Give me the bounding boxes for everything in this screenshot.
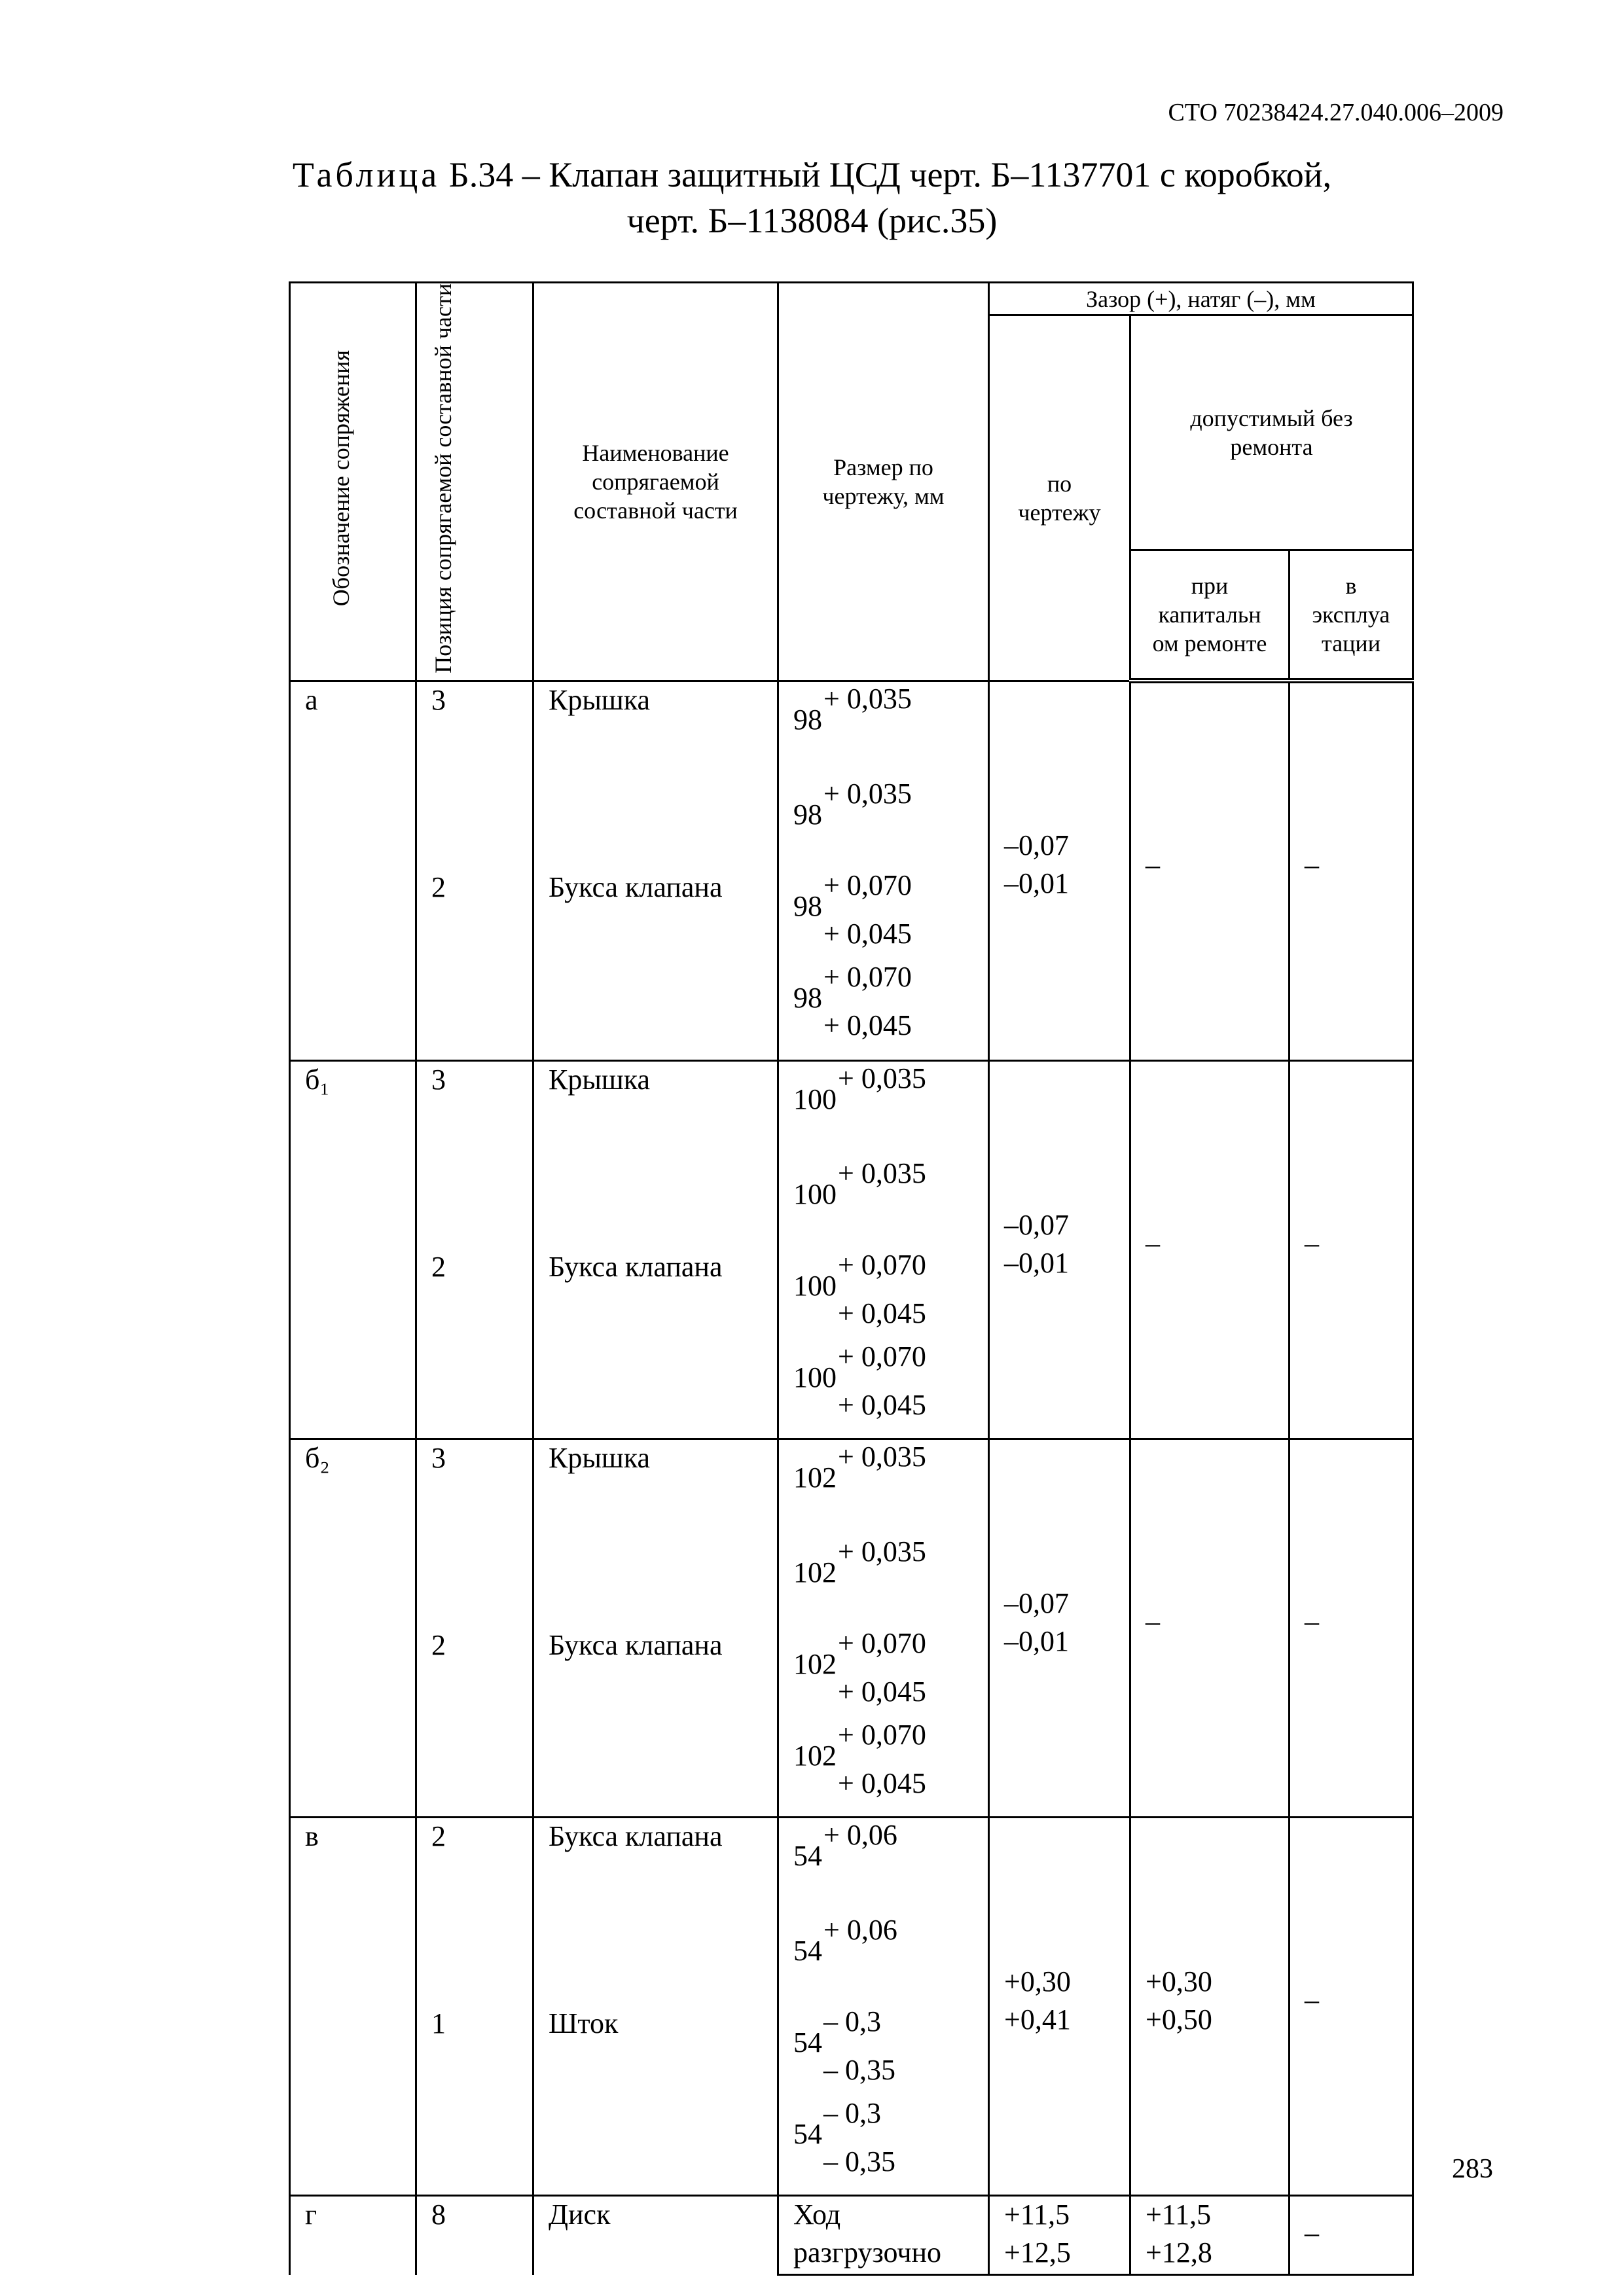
dimension-lower-deviation: + 0,045 [838, 1676, 926, 1708]
position-cell-box [417, 1818, 532, 2195]
position-text: 1 [431, 2007, 446, 2040]
by-drawing-cell-box [990, 1440, 1129, 1816]
designation-text: а [305, 683, 318, 716]
table-body [290, 681, 1413, 2275]
gap-value: – [1305, 2217, 1319, 2250]
size-cell-box [779, 2197, 988, 2274]
designation-cell-box [291, 2197, 415, 2274]
part-name-text: Букса клапана [549, 1629, 723, 1662]
dimension-lower-deviation: + 0,045 [838, 1389, 926, 1422]
title-line-1-text: Б.34 – Клапан защитный ЦСД черт. Б–1137701 с коробкой, [440, 155, 1332, 194]
position-text: 2 [431, 1629, 446, 1662]
capital-repair-cell-box [1131, 1062, 1288, 1438]
gap-value: – [1305, 1984, 1319, 2017]
designation-cell-box [291, 1818, 415, 2195]
in-operation-cell [1290, 1439, 1413, 1818]
position-text: 3 [431, 1064, 446, 1096]
dimension-lower-deviation: + 0,045 [823, 1009, 912, 1041]
dimension-base: 100 [793, 1270, 837, 1302]
part-name-text: Шток [549, 2007, 619, 2040]
header-size: Размер по чертежу, мм [778, 283, 989, 681]
in-operation-cell [1290, 681, 1413, 1061]
size-text: разгрузочно [793, 2236, 942, 2269]
gap-value: – [1305, 1227, 1319, 1260]
dimension-upper-deviation: + 0,035 [838, 1535, 926, 1568]
dimension-base: 100 [793, 1083, 837, 1116]
header-allowed-group: допустимый без ремонта [1130, 315, 1413, 550]
by-drawing-cell [989, 1818, 1130, 2196]
designation-cell [290, 1818, 416, 2196]
position-cell [416, 1818, 533, 2196]
part-name-cell [533, 1061, 778, 1439]
dimension-base: 102 [793, 1740, 837, 1772]
position-cell [416, 1439, 533, 1818]
dimension-lower-deviation: – 0,35 [823, 2054, 895, 2087]
dimension-lower-deviation: + 0,045 [823, 917, 912, 950]
dimension-base: 98 [793, 889, 822, 922]
in-operation-cell-box [1290, 1440, 1412, 1816]
by-drawing-cell-box [990, 2197, 1129, 2274]
part-name-cell-box [534, 682, 777, 1058]
dimension-base: 54 [793, 1935, 822, 1967]
designation-cell [290, 1439, 416, 1818]
capital-repair-cell [1130, 1439, 1290, 1818]
position-text: 3 [431, 683, 446, 716]
gap-value: –0,01 [1004, 1625, 1069, 1658]
size-cell-box [779, 1062, 988, 1438]
size-text: Ход [793, 2198, 841, 2231]
dimension-base: 54 [793, 1840, 822, 1873]
header-position: Позиция сопрягаемой составной части [416, 283, 533, 681]
dimension-upper-deviation: + 0,035 [838, 1062, 926, 1095]
size-cell [778, 1061, 989, 1439]
in-operation-cell [1290, 1818, 1413, 2196]
dimension-base: 102 [793, 1462, 837, 1494]
size-cell-box [779, 682, 988, 1058]
capital-repair-cell [1130, 2196, 1290, 2275]
dimension-lower-deviation: + 0,045 [838, 1767, 926, 1800]
header-in-operation: в эксплуа тации [1290, 550, 1413, 681]
table-row [290, 1818, 1413, 2196]
part-name-cell-box [534, 1062, 777, 1438]
by-drawing-cell-box [990, 1062, 1129, 1438]
part-name-text: Диск [549, 2198, 611, 2231]
in-operation-cell-box [1290, 2197, 1412, 2274]
dimension-base: 102 [793, 1556, 837, 1589]
header-capital-repair: при капитальн ом ремонте [1130, 550, 1290, 681]
position-cell-box [417, 682, 532, 1058]
dimension-base: 100 [793, 1178, 837, 1211]
gap-value: +0,30 [1004, 1965, 1071, 1998]
dimension-lower-deviation: + 0,045 [838, 1297, 926, 1330]
table-row [290, 2196, 1413, 2275]
size-cell [778, 2196, 989, 2275]
header-gap-group: Зазор (+), натяг (–), мм [989, 283, 1413, 315]
gap-value: – [1146, 849, 1160, 882]
in-operation-cell-box [1290, 1062, 1412, 1438]
part-name-text: Крышка [549, 1442, 651, 1475]
capital-repair-cell-box [1131, 2197, 1288, 2274]
capital-repair-cell [1130, 1818, 1290, 2196]
gap-value: +0,50 [1146, 2003, 1212, 2036]
gap-value: – [1146, 1227, 1160, 1260]
dimension-upper-deviation: + 0,06 [823, 1914, 897, 1946]
dimension-upper-deviation: + 0,070 [823, 869, 912, 901]
designation-text: в [305, 1820, 319, 1853]
dimension-upper-deviation: + 0,035 [838, 1441, 926, 1473]
gap-value: +11,5 [1004, 2198, 1070, 2231]
in-operation-cell [1290, 2196, 1413, 2275]
part-name-cell-box [534, 1818, 777, 2195]
dimension-base: 102 [793, 1648, 837, 1681]
header-name: Наименование сопрягаемой составной части [533, 283, 778, 681]
dimension-upper-deviation: + 0,035 [823, 777, 912, 810]
gap-value: +12,8 [1146, 2236, 1212, 2269]
gap-value: –0,01 [1004, 1247, 1069, 1280]
by-drawing-cell [989, 681, 1130, 1061]
by-drawing-cell-box [990, 1818, 1129, 2195]
part-name-cell [533, 681, 778, 1061]
dimension-base: 100 [793, 1361, 837, 1394]
designation-cell-box [291, 1440, 415, 1816]
gap-value: +11,5 [1146, 2198, 1212, 2231]
size-cell-box [779, 1440, 988, 1816]
part-name-text: Букса клапана [549, 870, 723, 903]
position-cell-box [417, 1440, 532, 1816]
gap-value: +0,41 [1004, 2003, 1071, 2036]
document-code: СТО 70238424.27.040.006–2009 [1168, 99, 1504, 126]
fit-table [289, 281, 1414, 2276]
position-cell-box [417, 2197, 532, 2274]
part-name-cell-box [534, 1440, 777, 1816]
header-by-drawing: по чертежу [989, 315, 1130, 681]
title-line-2: черт. Б–1138084 (рис.35) [626, 201, 998, 240]
table-row [290, 1439, 1413, 1818]
capital-repair-cell-box [1131, 683, 1288, 1060]
designation-text: г [305, 2198, 317, 2231]
dimension-lower-deviation: – 0,35 [823, 2145, 895, 2178]
gap-value: –0,07 [1004, 1209, 1069, 1242]
position-text: 3 [431, 1442, 446, 1475]
table-row [290, 1061, 1413, 1439]
capital-repair-cell-box [1131, 1440, 1288, 1816]
title-line-1 [0, 152, 1624, 198]
dimension-base: 54 [793, 2118, 822, 2151]
table-row [290, 681, 1413, 1061]
size-cell-box [779, 1818, 988, 2195]
position-text: 2 [431, 1251, 446, 1283]
designation-text: б₁ [305, 1064, 330, 1096]
position-cell [416, 1061, 533, 1439]
gap-value: –0,07 [1004, 1587, 1069, 1620]
position-cell [416, 681, 533, 1061]
position-text: 2 [431, 1820, 446, 1853]
gap-value: +0,30 [1146, 1965, 1212, 1998]
part-name-text: Крышка [549, 1064, 651, 1096]
dimension-upper-deviation: + 0,070 [838, 1249, 926, 1282]
part-name-text: Букса клапана [549, 1820, 723, 1853]
dimension-base: 98 [793, 981, 822, 1014]
designation-cell [290, 2196, 416, 2275]
position-cell-box [417, 1062, 532, 1438]
size-cell [778, 1439, 989, 1818]
gap-value: +12,5 [1004, 2236, 1071, 2269]
part-name-cell [533, 1439, 778, 1818]
gap-value: – [1146, 1605, 1160, 1638]
by-drawing-cell [989, 2196, 1130, 2275]
designation-text: б₂ [305, 1442, 330, 1475]
dimension-upper-deviation: + 0,070 [838, 1340, 926, 1373]
gap-value: – [1305, 849, 1319, 882]
dimension-upper-deviation: + 0,035 [838, 1157, 926, 1190]
capital-repair-cell-box [1131, 1818, 1288, 2195]
part-name-cell [533, 2196, 778, 2275]
dimension-base: 54 [793, 2026, 822, 2059]
position-text: 8 [431, 2198, 446, 2231]
part-name-text: Крышка [549, 683, 651, 716]
by-drawing-cell [989, 1439, 1130, 1818]
designation-cell [290, 681, 416, 1061]
dimension-base: 98 [793, 703, 822, 736]
dimension-upper-deviation: – 0,3 [823, 2005, 881, 2038]
designation-cell-box [291, 682, 415, 1058]
size-cell [778, 1818, 989, 2196]
gap-value: – [1305, 1605, 1319, 1638]
in-operation-cell [1290, 1061, 1413, 1439]
dimension-upper-deviation: + 0,035 [823, 682, 912, 715]
dimension-upper-deviation: + 0,06 [823, 1819, 897, 1852]
table-title [0, 152, 1624, 243]
capital-repair-cell [1130, 681, 1290, 1061]
dimension-upper-deviation: + 0,070 [838, 1719, 926, 1751]
by-drawing-cell [989, 1061, 1130, 1439]
capital-repair-cell [1130, 1061, 1290, 1439]
dimension-upper-deviation: – 0,3 [823, 2097, 881, 2130]
by-drawing-cell-box [990, 682, 1129, 1058]
gap-value: –0,07 [1004, 829, 1069, 861]
gap-value: –0,01 [1004, 867, 1069, 899]
in-operation-cell-box [1290, 683, 1412, 1060]
part-name-text: Букса клапана [549, 1251, 723, 1283]
position-text: 2 [431, 870, 446, 903]
title-prefix: Таблица [292, 155, 441, 194]
designation-cell-box [291, 1062, 415, 1438]
dimension-base: 98 [793, 798, 822, 831]
size-cell [778, 681, 989, 1061]
dimension-upper-deviation: + 0,070 [838, 1627, 926, 1660]
in-operation-cell-box [1290, 1818, 1412, 2195]
part-name-cell [533, 1818, 778, 2196]
page-number: 283 [1452, 2154, 1493, 2184]
designation-cell [290, 1061, 416, 1439]
header-designation: Обозначение сопряжения [290, 283, 416, 681]
dimension-upper-deviation: + 0,070 [823, 960, 912, 993]
position-cell [416, 2196, 533, 2275]
part-name-cell-box [534, 2197, 777, 2274]
